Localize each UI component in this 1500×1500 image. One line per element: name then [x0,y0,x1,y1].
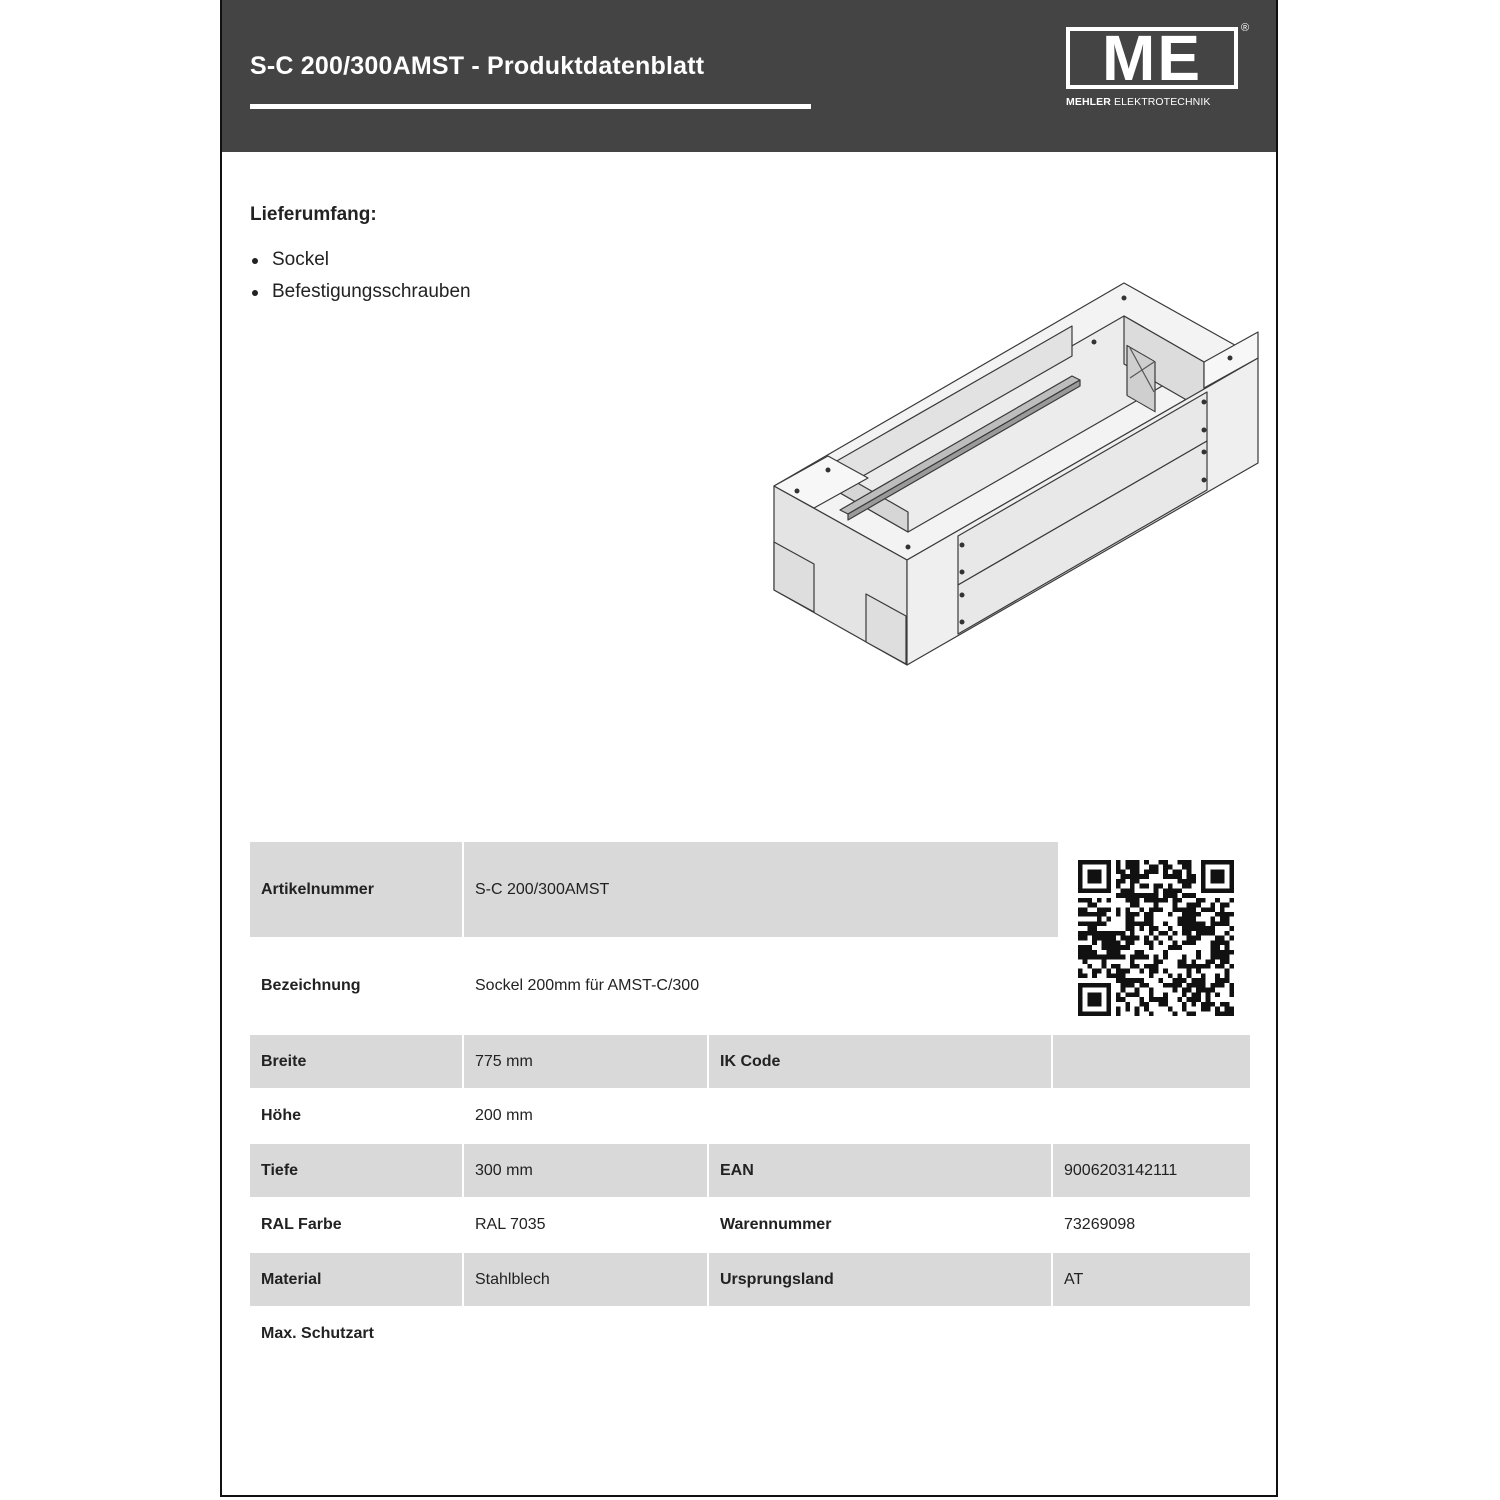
page-title: S-C 200/300AMST - Produktdatenblatt [250,52,705,80]
article-value: S-C 200/300AMST [475,880,610,898]
datasheet-page [220,0,1278,1497]
spec-label: Breite [261,1052,307,1070]
spec-row [250,1253,1250,1306]
scope-item: Sockel [250,244,471,276]
logo-mark: ME [1102,22,1202,94]
designation-value: Sockel 200mm für AMST-C/300 [475,976,700,994]
logo-brand-bold: MEHLER [1066,96,1111,108]
spec-label-2 [709,1089,1051,1143]
spec-label-2: EAN [720,1161,754,1179]
spec-value-2: 73269098 [1064,1216,1136,1233]
spec-row [250,1144,1250,1197]
scope-list [250,244,471,308]
spec-label: RAL Farbe [261,1216,342,1233]
spec-label-2: Ursprungsland [720,1270,834,1288]
qr-code-icon [1078,860,1234,1016]
title-underline [250,104,811,109]
spec-row-designation [250,937,1058,1034]
header-bar [222,0,1276,152]
scope-heading: Lieferumfang: [250,204,377,225]
spec-value: 300 mm [475,1161,533,1179]
spec-value-2 [1053,1307,1250,1361]
spec-value-2 [1053,1035,1250,1088]
spec-row [250,1307,1250,1361]
spec-value-2: AT [1064,1270,1084,1288]
article-label: Artikelnummer [261,880,374,898]
spec-value: 200 mm [475,1107,533,1124]
spec-label: Material [261,1270,322,1288]
spec-row [250,1198,1250,1252]
spec-value-2 [1053,1089,1250,1143]
spec-row [250,1035,1250,1088]
spec-label-2: Warennummer [720,1216,832,1233]
spec-value: Stahlblech [475,1270,550,1288]
plinth-base-illustration [772,280,1262,670]
logo-brand [1066,96,1210,108]
spec-label-2: IK Code [720,1052,781,1070]
registered-mark: ® [1241,22,1250,34]
spec-row [250,1089,1250,1143]
spec-label: Höhe [261,1107,301,1124]
mehler-logo [1062,24,1257,114]
scope-item: Befestigungsschrauben [250,276,471,308]
spec-label: Max. Schutzart [261,1325,374,1342]
spec-label: Tiefe [261,1161,299,1179]
spec-label-2 [709,1307,1051,1361]
spec-value-2: 9006203142111 [1064,1161,1178,1179]
logo-brand-rest: ELEKTROTECHNIK [1113,96,1211,108]
spec-row-article [250,842,1058,937]
spec-value: RAL 7035 [475,1216,546,1233]
spec-value: 775 mm [475,1052,533,1070]
designation-label: Bezeichnung [261,976,361,994]
spec-value [464,1307,707,1361]
